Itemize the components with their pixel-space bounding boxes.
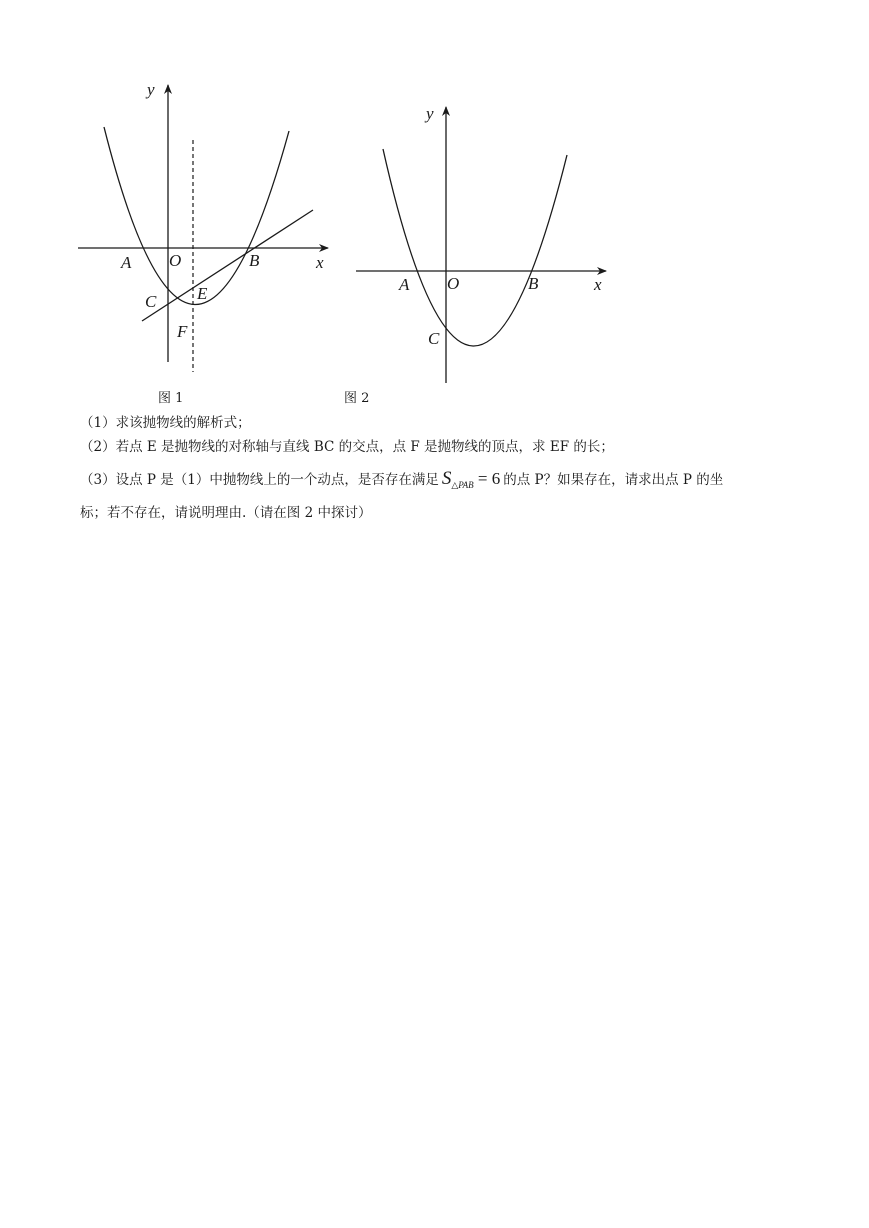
area-formula-s: S xyxy=(441,468,452,489)
fig1-label-e: E xyxy=(197,284,208,303)
question-3-line-2: 标；若不存在，请说明理由.（请在图 2 中探讨） xyxy=(80,505,372,521)
fig1-label-a: A xyxy=(121,253,132,272)
area-formula-subscript: △PAB xyxy=(451,480,474,490)
fig2-label-x: x xyxy=(594,275,602,294)
fig2-label-o: O xyxy=(447,274,460,293)
figure-2 xyxy=(0,0,869,400)
fig1-label-b: B xyxy=(249,251,260,270)
question-3-line-1 xyxy=(80,468,723,491)
area-formula xyxy=(442,468,500,491)
question-3-text-after: 的点 P？如果存在，请求出点 P 的坐 xyxy=(503,472,724,488)
fig2-parabola xyxy=(383,149,567,346)
fig1-label-f: F xyxy=(177,322,188,341)
fig1-label-y: y xyxy=(147,80,155,99)
fig2-label-c: C xyxy=(428,329,440,348)
figure-1-caption: 图 1 xyxy=(158,391,184,406)
question-3-text-before: （3）设点 P 是（1）中抛物线上的一个动点，是否存在满足 xyxy=(80,472,439,488)
fig1-label-x: x xyxy=(316,253,324,272)
fig1-label-o: O xyxy=(169,251,182,270)
fig2-label-b: B xyxy=(528,274,539,293)
fig2-label-a: A xyxy=(399,275,410,294)
figure-2-caption: 图 2 xyxy=(344,391,370,406)
fig1-label-c: C xyxy=(145,292,157,311)
question-2: （2）若点 E 是抛物线的对称轴与直线 BC 的交点，点 F 是抛物线的顶点，求 EF 的长； xyxy=(80,439,614,455)
question-1: （1）求该抛物线的解析式； xyxy=(80,415,251,431)
area-formula-value: = 6 xyxy=(477,469,501,488)
fig2-label-y: y xyxy=(426,104,434,123)
